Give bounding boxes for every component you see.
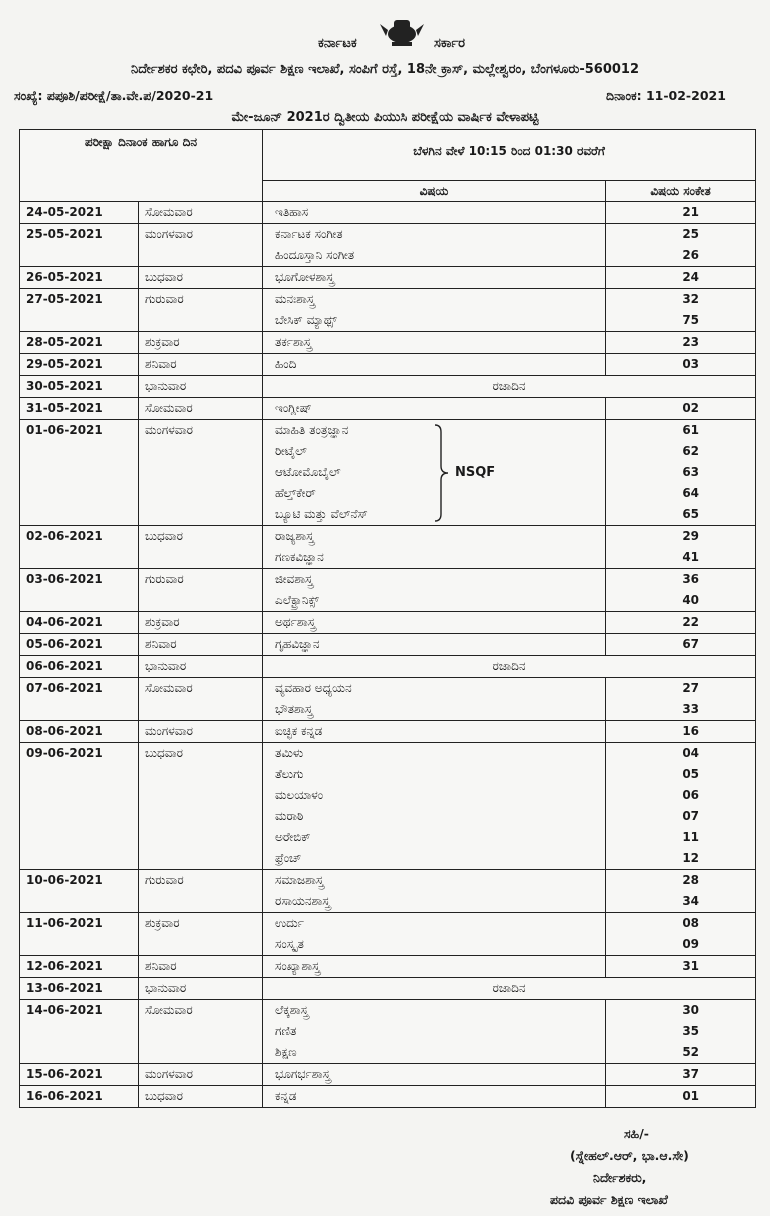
subject-code: 08 [682,916,700,930]
subject-code: 36 [682,572,700,586]
exam-day: ಸೋಮವಾರ [139,398,263,420]
reference-number: ಸಂಖ್ಯೆ: ಪಪೂಶಿ/ಪರೀಕ್ಷೆ/ತಾ.ವೇ.ಪ/2020-21 [14,88,214,103]
subject-name: ತೆಲುಗು [275,767,304,781]
subject-name: ಹಿಂದಿ [275,357,297,371]
table-row [20,1064,756,1086]
exam-day: ಭಾನುವಾರ [139,376,263,398]
subject-name: ಲೆಕ್ಕಶಾಸ್ತ್ರ [275,1003,309,1017]
subject-name: ಸಮಾಜಶಾಸ್ತ್ರ [275,873,324,887]
table-row [20,721,756,743]
exam-date: 14-06-2021 [20,1000,139,1064]
subject-cell [263,743,606,870]
subject-cell [263,354,606,376]
subject-cell [263,1064,606,1086]
subject-name: ಹೆಲ್ತ್‌ಕೇರ್ [275,486,316,500]
exam-day: ಶುಕ್ರವಾರ [139,612,263,634]
exam-date: 13-06-2021 [20,978,139,1000]
table-row [20,289,756,332]
exam-date: 30-05-2021 [20,376,139,398]
header-date-day: ಪರೀಕ್ಷಾ ದಿನಾಂಕ ಹಾಗೂ ದಿನ [20,130,263,202]
subject-name: ಸಂಸ್ಕೃತ [275,937,304,951]
subject-name: ರಸಾಯನಶಾಸ್ತ್ರ [275,894,331,908]
exam-day: ಶನಿವಾರ [139,354,263,376]
subject-code: 28 [682,873,700,887]
subject-cell [263,224,606,267]
subject-code: 67 [682,637,700,651]
subject-code: 30 [682,1003,700,1017]
table-row [20,267,756,289]
code-cell [606,956,756,978]
subject-code: 33 [682,702,700,716]
subject-cell [263,202,606,224]
code-cell [606,913,756,956]
nsqf-label: NSQF [455,465,496,480]
subject-code: 07 [682,809,700,823]
exam-day: ಬುಧವಾರ [139,743,263,870]
header-code: ವಿಷಯ ಸಂಕೇತ [606,181,756,202]
table-row [20,743,756,870]
subject-cell [263,1000,606,1064]
exam-day: ಮಂಗಳವಾರ [139,1064,263,1086]
subject-code: 41 [682,550,700,564]
subject-cell [263,289,606,332]
subject-code: 40 [682,593,700,607]
subject-name: ಸಂಖ್ಯಾಶಾಸ್ತ್ರ [275,959,320,973]
subject-code: 25 [682,227,700,241]
exam-date: 08-06-2021 [20,721,139,743]
exam-day: ಬುಧವಾರ [139,1086,263,1108]
exam-day: ಗುರುವಾರ [139,289,263,332]
table-row [20,224,756,267]
code-cell [606,721,756,743]
exam-date: 07-06-2021 [20,678,139,721]
table-row [20,376,756,398]
exam-day: ಮಂಗಳವಾರ [139,721,263,743]
table-row [20,978,756,1000]
subject-name: ಇಂಗ್ಲೀಷ್ [275,401,312,415]
government-name-right: ಸರ್ಕಾರ [434,36,465,51]
code-cell [606,267,756,289]
header-subject: ವಿಷಯ [263,181,606,202]
header-time: ಬೆಳಗಿನ ವೇಳೆ 10:15 ರಿಂದ 01:30 ರವರೆಗೆ [263,130,756,181]
table-row [20,202,756,224]
subject-cell [263,332,606,354]
subject-cell [263,956,606,978]
table-row [20,870,756,913]
subject-code: 34 [682,894,700,908]
subject-code: 05 [682,767,700,781]
signature-name: (ಸ್ನೇಹಲ್.ಆರ್, ಭಾ.ಆ.ಸೇ) [570,1148,689,1163]
holiday-label: ರಜಾದಿನ [263,656,756,678]
subject-code: 61 [682,423,700,437]
table-row [20,569,756,612]
subject-name: ಮಲಯಾಳಂ [275,788,324,802]
subject-code: 16 [682,724,700,738]
table-row [20,1000,756,1064]
holiday-label: ರಜಾದಿನ [263,376,756,398]
exam-date: 09-06-2021 [20,743,139,870]
exam-date: 05-06-2021 [20,634,139,656]
subject-code: 29 [682,529,700,543]
code-cell [606,398,756,420]
table-row [20,634,756,656]
subject-cell [263,526,606,569]
document-title: ಮೇ-ಜೂನ್ 2021ರ ದ್ವಿತೀಯ ಪಿಯುಸಿ ಪರೀಕ್ಷೆಯ ವಾರ್ಷಿಕ ವೇಳಾಪಟ್ಟಿ [231,110,539,125]
subject-name: ಮನಃಶಾಸ್ತ್ರ [275,292,315,306]
subject-code: 27 [682,681,700,695]
curly-brace-icon [433,424,449,522]
government-emblem-icon [376,14,428,48]
table-row [20,332,756,354]
subject-name: ಬೇಸಿಕ್ ಮ್ಯಾಥ್ಸ್ [275,313,337,327]
table-row [20,656,756,678]
subject-name: ಭೂಗೋಳಶಾಸ್ತ್ರ [275,270,335,284]
code-cell [606,332,756,354]
exam-timetable [19,129,756,1108]
exam-date: 15-06-2021 [20,1064,139,1086]
subject-code: 22 [682,615,700,629]
subject-name: ಬ್ಯೂಟಿ ಮತ್ತು ವೆಲ್‌ನೆಸ್ [275,507,368,521]
exam-date: 12-06-2021 [20,956,139,978]
subject-cell [263,420,606,526]
subject-cell [263,569,606,612]
subject-code: 01 [682,1089,700,1103]
subject-cell [263,634,606,656]
subject-code: 75 [682,313,700,327]
office-address: ನಿರ್ದೇಶಕರ ಕಛೇರಿ, ಪದವಿ ಪೂರ್ವ ಶಿಕ್ಷಣ ಇಲಾಖೆ, ಸಂಪಿಗೆ ರಸ್ತೆ, 18ನೇ ಕ್ರಾಸ್, ಮಲ್ಲೇಶ್ವರಂ, ಬೆಂಗಳೂರು-560012 [130,62,640,77]
subject-name: ಜೀವಶಾಸ್ತ್ರ [275,572,313,586]
subject-name: ತಮಿಳು [275,746,304,760]
subject-code: 21 [682,205,700,219]
table-row [20,678,756,721]
subject-name: ಗಣಕವಿಜ್ಞಾನ [275,550,324,564]
subject-name: ರಾಜ್ಯಶಾಸ್ತ್ರ [275,529,314,543]
subject-cell [263,721,606,743]
code-cell [606,289,756,332]
signature-sd: ಸಹಿ/- [624,1126,649,1141]
subject-cell [263,870,606,913]
code-cell [606,1086,756,1108]
subject-code: 35 [682,1024,700,1038]
exam-day: ಭಾನುವಾರ [139,978,263,1000]
code-cell [606,202,756,224]
subject-code: 32 [682,292,700,306]
table-row [20,913,756,956]
subject-name: ಎಲೆಕ್ಟ್ರಾನಿಕ್ಸ್ [275,593,319,607]
subject-name: ಇತಿಹಾಸ [275,205,309,219]
code-cell [606,526,756,569]
code-cell [606,870,756,913]
exam-date: 03-06-2021 [20,569,139,612]
exam-date: 31-05-2021 [20,398,139,420]
exam-date: 24-05-2021 [20,202,139,224]
signature-designation: ನಿರ್ದೇಶಕರು, [593,1170,647,1185]
subject-cell [263,678,606,721]
subject-cell [263,1086,606,1108]
exam-date: 27-05-2021 [20,289,139,332]
subject-name: ಅರೇಬಿಕ್ [275,830,311,844]
exam-date: 06-06-2021 [20,656,139,678]
exam-date: 25-05-2021 [20,224,139,267]
table-row [20,526,756,569]
subject-code: 03 [682,357,700,371]
code-cell [606,420,756,526]
exam-date: 04-06-2021 [20,612,139,634]
subject-cell [263,913,606,956]
subject-name: ಕನ್ನಡ [275,1089,297,1103]
exam-date: 01-06-2021 [20,420,139,526]
code-cell [606,1064,756,1086]
subject-name: ಭೌತಶಾಸ್ತ್ರ [275,702,313,716]
subject-code: 02 [682,401,700,415]
subject-name: ಅರ್ಥಶಾಸ್ತ್ರ [275,615,316,629]
exam-date: 11-06-2021 [20,913,139,956]
subject-code: 62 [682,444,700,458]
subject-code: 11 [682,830,700,844]
code-cell [606,224,756,267]
table-row [20,398,756,420]
subject-code: 12 [682,851,700,865]
exam-day: ಶನಿವಾರ [139,634,263,656]
subject-name: ಹಿಂದೂಸ್ತಾನಿ ಸಂಗೀತ [275,248,355,262]
table-row [20,420,756,526]
subject-name: ಶಿಕ್ಷಣ [275,1045,297,1059]
subject-name: ಕರ್ನಾಟಕ ಸಂಗೀತ [275,227,343,241]
issue-date: ದಿನಾಂಕ: 11-02-2021 [606,88,726,103]
subject-name: ಐಚ್ಛಿಕ ಕನ್ನಡ [275,724,323,738]
exam-date: 29-05-2021 [20,354,139,376]
exam-day: ಸೋಮವಾರ [139,678,263,721]
subject-code: 26 [682,248,700,262]
subject-name: ಫ್ರೆಂಚ್ [275,851,302,865]
exam-date: 16-06-2021 [20,1086,139,1108]
exam-day: ಮಂಗಳವಾರ [139,224,263,267]
exam-day: ಶುಕ್ರವಾರ [139,913,263,956]
subject-code: 37 [682,1067,700,1081]
subject-code: 09 [682,937,700,951]
code-cell [606,569,756,612]
subject-name: ಭೂಗರ್ಭಶಾಸ್ತ್ರ [275,1067,331,1081]
subject-code: 24 [682,270,700,284]
table-row [20,354,756,376]
table-row [20,612,756,634]
subject-name: ವ್ಯವಹಾರ ಅಧ್ಯಯನ [275,681,352,695]
subject-name: ಉರ್ದು [275,916,304,930]
subject-cell [263,398,606,420]
exam-day: ಸೋಮವಾರ [139,1000,263,1064]
subject-code: 65 [682,507,700,521]
subject-code: 64 [682,486,700,500]
exam-day: ಗುರುವಾರ [139,569,263,612]
subject-code: 04 [682,746,700,760]
code-cell [606,678,756,721]
code-cell [606,612,756,634]
subject-name: ತರ್ಕಶಾಸ್ತ್ರ [275,335,312,349]
code-cell [606,354,756,376]
subject-code: 23 [682,335,700,349]
table-row [20,1086,756,1108]
subject-name: ಗಣಿತ [275,1024,297,1038]
subject-name: ಗೃಹವಿಜ್ಞಾನ [275,637,320,651]
subject-cell [263,612,606,634]
exam-day: ಮಂಗಳವಾರ [139,420,263,526]
subject-cell [263,267,606,289]
exam-day: ಬುಧವಾರ [139,526,263,569]
subject-code: 63 [682,465,700,479]
government-name-left: ಕರ್ನಾಟಕ [318,36,357,51]
subject-name: ಮಾಹಿತಿ ತಂತ್ರಜ್ಞಾನ [275,423,349,437]
exam-date: 10-06-2021 [20,870,139,913]
table-row [20,956,756,978]
subject-code: 06 [682,788,700,802]
code-cell [606,743,756,870]
exam-day: ಭಾನುವಾರ [139,656,263,678]
exam-day: ಗುರುವಾರ [139,870,263,913]
subject-code: 52 [682,1045,700,1059]
subject-name: ರೀಟೈಲ್ [275,444,307,458]
subject-name: ಮರಾಠಿ [275,809,304,823]
exam-date: 28-05-2021 [20,332,139,354]
exam-day: ಬುಧವಾರ [139,267,263,289]
code-cell [606,634,756,656]
exam-date: 26-05-2021 [20,267,139,289]
subject-name: ಆಟೋಮೊಬೈಲ್ [275,465,341,479]
exam-day: ಶುಕ್ರವಾರ [139,332,263,354]
holiday-label: ರಜಾದಿನ [263,978,756,1000]
exam-date: 02-06-2021 [20,526,139,569]
exam-day: ಸೋಮವಾರ [139,202,263,224]
subject-code: 31 [682,959,700,973]
signature-department: ಪದವಿ ಪೂರ್ವ ಶಿಕ್ಷಣ ಇಲಾಖೆ [550,1192,668,1207]
code-cell [606,1000,756,1064]
exam-day: ಶನಿವಾರ [139,956,263,978]
